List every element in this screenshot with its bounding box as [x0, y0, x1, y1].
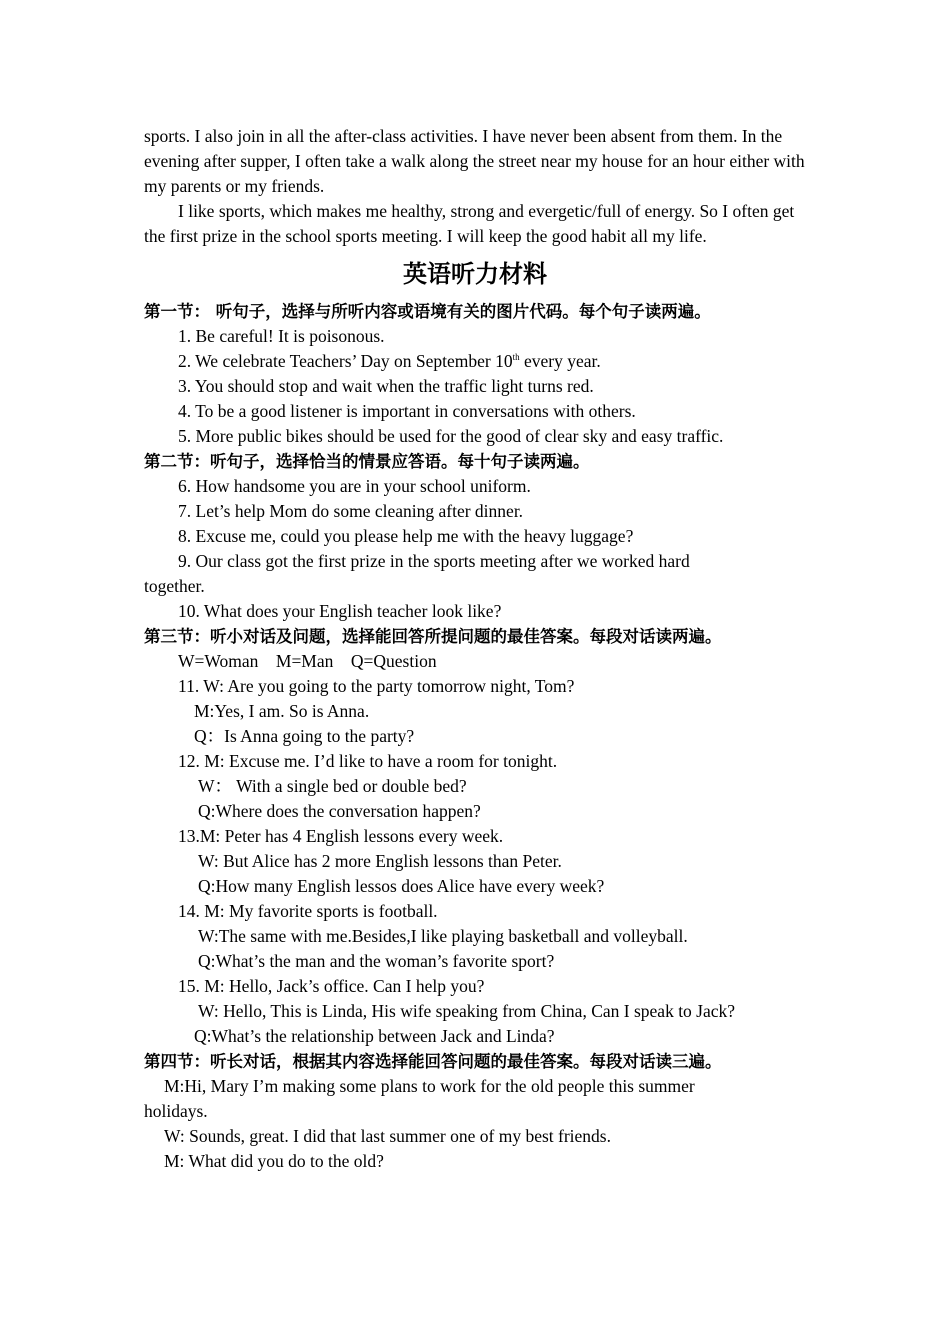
- dialog-line: 14. M: My favorite sports is football.: [178, 901, 438, 921]
- sentence-item: 6. How handsome you are in your school uniform.: [178, 476, 531, 496]
- dialog-line-continuation: holidays.: [144, 1101, 208, 1121]
- intro-paragraph-1: sports. I also join in all the after-class activities. I have never been absent from them. In the evening after supper, I often take a walk along the street near my house for an hour either with my parents or my friends.: [144, 126, 805, 196]
- dialog-line: Q：Is Anna going to the party?: [194, 726, 415, 746]
- dialog-line: Q:How many English lessos does Alice have every week?: [198, 876, 605, 896]
- dialog-line: M: What did you do to the old?: [164, 1151, 384, 1171]
- dialog-line: Q:What’s the man and the woman’s favorite sport?: [198, 951, 555, 971]
- section2-heading: 第二节：听句子，选择恰当的情景应答语。每十句子读两遍。: [144, 452, 590, 471]
- dialog-line: 15. M: Hello, Jack’s office. Can I help you?: [178, 976, 485, 996]
- dialog-line: 13.M: Peter has 4 English lessons every week.: [178, 826, 504, 846]
- section3-heading: 第三节：听小对话及问题，选择能回答所提问题的最佳答案。每段对话读两遍。: [144, 627, 722, 646]
- dialog-line: 11. W: Are you going to the party tomorrow night, Tom?: [178, 676, 575, 696]
- legend-line: W=Woman M=Man Q=Question: [178, 651, 437, 671]
- dialog-line: 12. M: Excuse me. I’d like to have a room for tonight.: [178, 751, 558, 771]
- sentence-item-2: [144, 349, 806, 374]
- dialog-line: M:Yes, I am. So is Anna.: [194, 701, 370, 721]
- dialog-line: Q:What’s the relationship between Jack and Linda?: [194, 1026, 555, 1046]
- dialog-line: W:The same with me.Besides,I like playing basketball and volleyball.: [198, 926, 688, 946]
- dialog-line: W: Sounds, great. I did that last summer one of my best friends.: [164, 1126, 611, 1146]
- dialog-line: M:Hi, Mary I’m making some plans to work for the old people this summer: [164, 1076, 695, 1096]
- page-title: 英语听力材料: [403, 260, 547, 288]
- dialog-line: W: But Alice has 2 more English lessons than Peter.: [198, 851, 562, 871]
- section4-heading: 第四节：听长对话，根据其内容选择能回答问题的最佳答案。每段对话读三遍。: [144, 1052, 722, 1071]
- ordinal-suffix: th: [512, 352, 520, 363]
- sentence-item: 5. More public bikes should be used for the good of clear sky and easy traffic.: [178, 426, 724, 446]
- document-page: [144, 124, 806, 1174]
- sentence-item: 8. Excuse me, could you please help me with the heavy luggage?: [178, 526, 634, 546]
- intro-paragraph-2: I like sports, which makes me healthy, strong and evergetic/full of energy. So I often get the first prize in the school sports meeting. I will keep the good habit all my life.: [144, 201, 795, 246]
- sentence-text: 2. We celebrate Teachers’ Day on September 10: [178, 351, 513, 371]
- dialog-line: W: Hello, This is Linda, His wife speaking from China, Can I speak to Jack?: [198, 1001, 736, 1021]
- sentence-item: 1. Be careful! It is poisonous.: [178, 326, 385, 346]
- section1-heading: 第一节： 听句子，选择与所听内容或语境有关的图片代码。每个句子读两遍。: [144, 302, 711, 321]
- sentence-item-continuation: together.: [144, 576, 205, 596]
- sentence-item: 10. What does your English teacher look like?: [178, 601, 502, 621]
- sentence-text: every year.: [519, 351, 601, 371]
- sentence-item: 4. To be a good listener is important in conversations with others.: [178, 401, 636, 421]
- sentence-item: 9. Our class got the first prize in the sports meeting after we worked hard: [178, 551, 690, 571]
- sentence-item: 7. Let’s help Mom do some cleaning after dinner.: [178, 501, 524, 521]
- sentence-item: 3. You should stop and wait when the traffic light turns red.: [178, 376, 594, 396]
- dialog-line: Q:Where does the conversation happen?: [198, 801, 481, 821]
- dialog-line: W： With a single bed or double bed?: [198, 776, 467, 796]
